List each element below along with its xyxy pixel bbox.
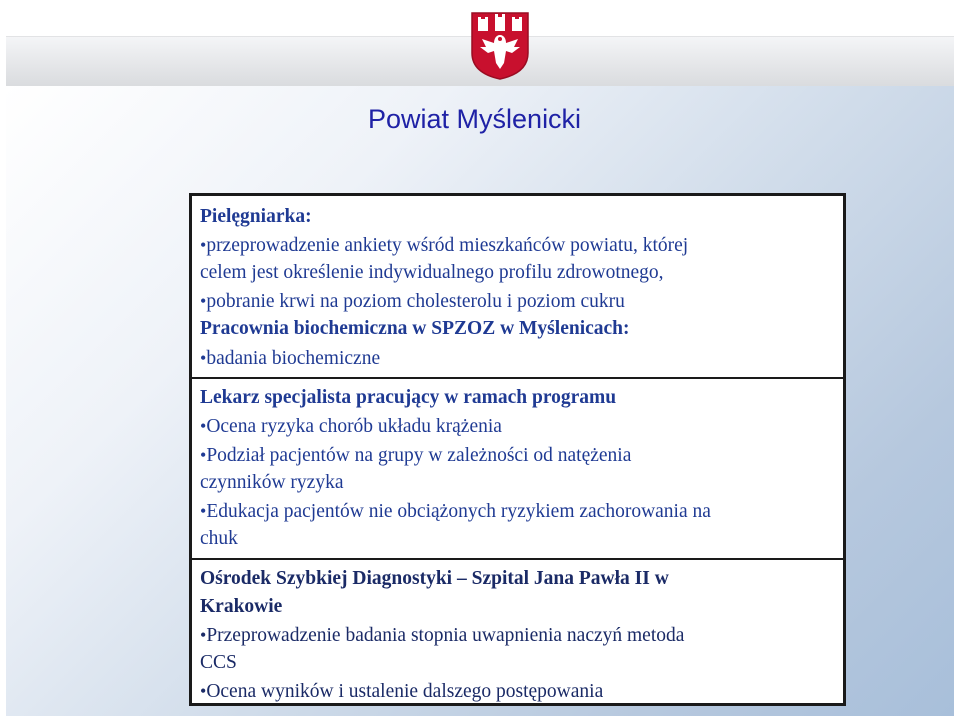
section-header: Pielęgniarka: [200,206,312,227]
section-header-continuation: Krakowie [200,596,283,617]
coat-of-arms-icon [470,11,530,81]
list-item: •Podział pacjentów na grupy w zależności od natężenia [200,445,632,466]
list-item-continuation: celem jest określenie indywidualnego profilu zdrowotnego, [200,262,664,283]
section-header: Ośrodek Szybkiej Diagnostyki – Szpital Jana Pawła II w [200,568,669,589]
content-panel [189,193,846,706]
list-item-continuation: CCS [200,652,237,673]
list-item: •Przeprowadzenie badania stopnia uwapnienia naczyń metoda [200,625,685,646]
list-item: •Ocena ryzyka chorób układu krążenia [200,416,502,437]
list-item: •Edukacja pacjentów nie obciążonych ryzykiem zachorowania na [200,501,711,522]
page-title: Powiat Myślenicki [368,104,582,134]
section-doctor [192,377,843,558]
section-nurse [192,196,843,377]
list-item-continuation: chuk [200,528,238,549]
section-diagnostics [192,558,843,703]
list-item: •Ocena wyników i ustalenie dalszego postępowania [200,681,604,702]
list-item: •badania biochemiczne [200,348,381,369]
section-subheader: Pracownia biochemiczna w SPZOZ w Myślenicach: [200,318,630,339]
list-item-continuation: czynników ryzyka [200,472,344,493]
section-header: Lekarz specjalista pracujący w ramach programu [200,387,617,408]
list-item: •pobranie krwi na poziom cholesterolu i poziom cukru [200,291,625,312]
list-item: •przeprowadzenie ankiety wśród mieszkańców powiatu, której [200,235,689,256]
